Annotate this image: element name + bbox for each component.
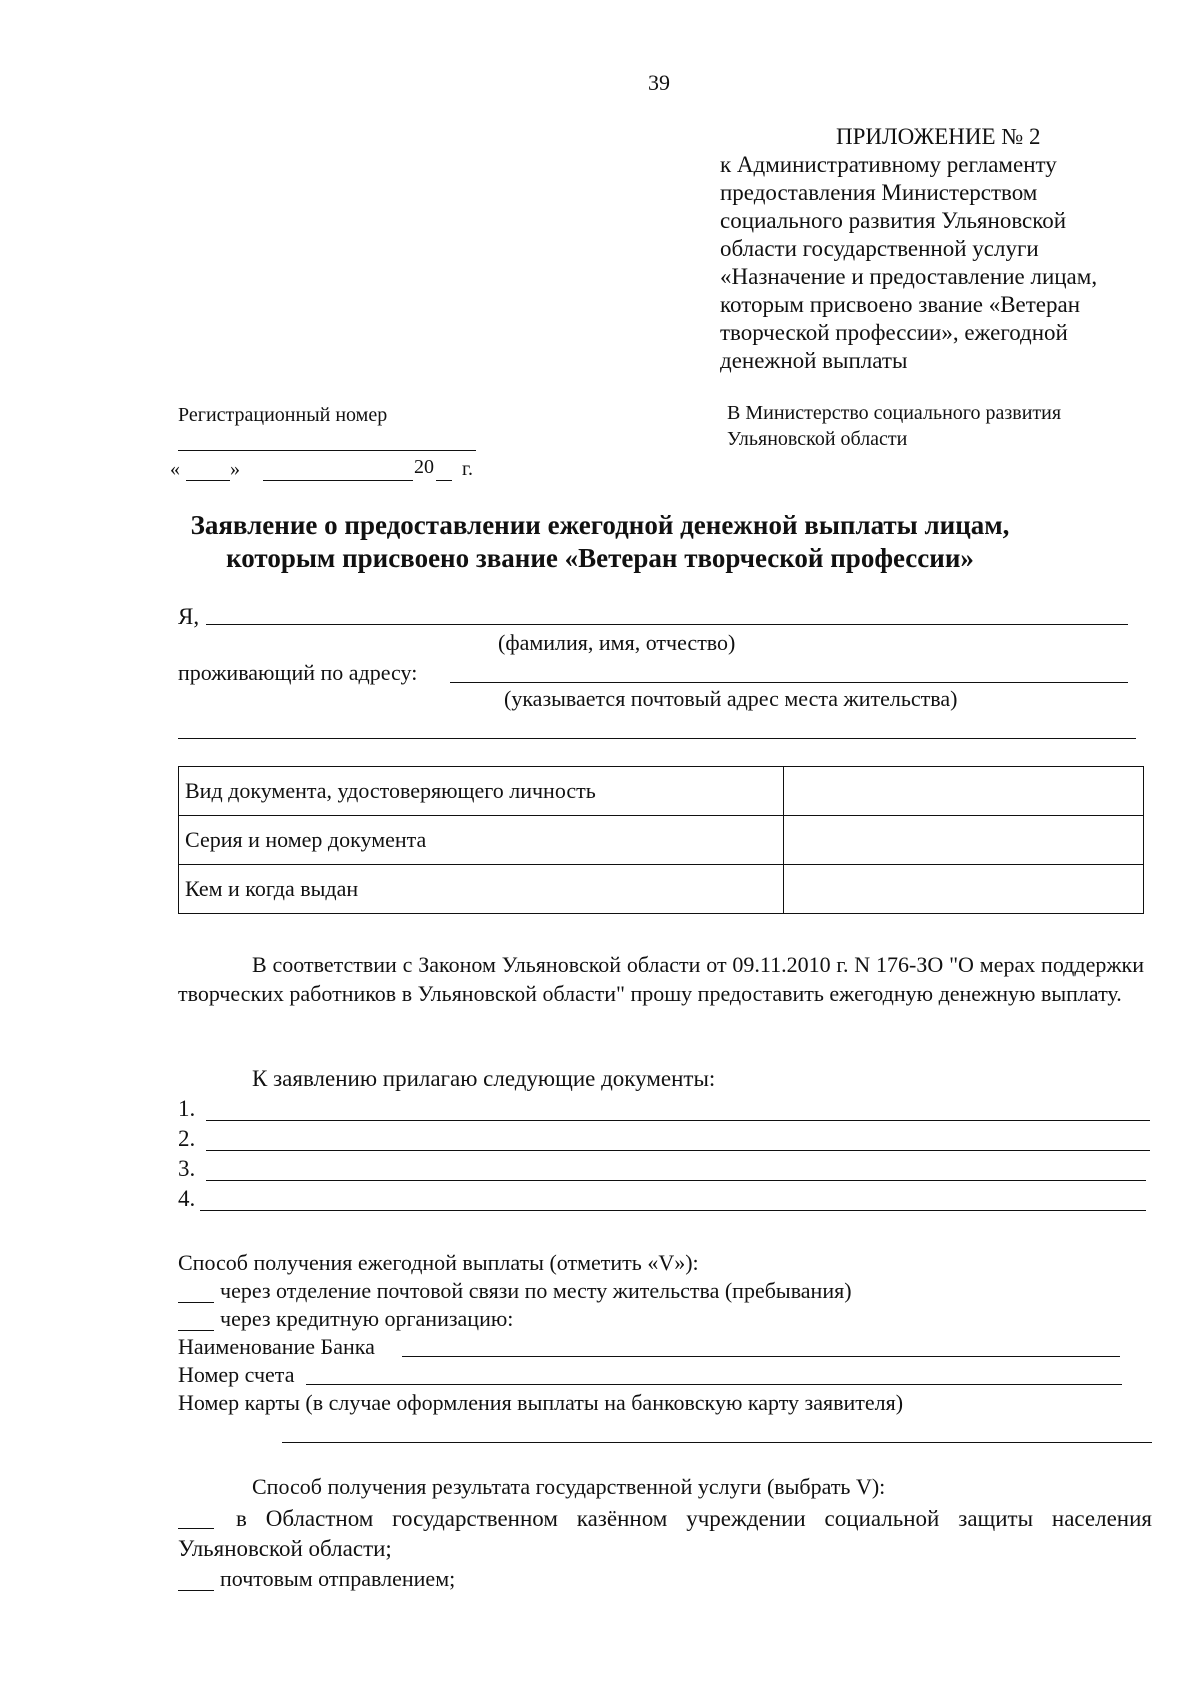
payment-bank-checkbox[interactable]: [178, 1330, 214, 1331]
registration-number-line[interactable]: [178, 450, 476, 451]
page-number: 39: [648, 70, 670, 95]
appendix-line: творческой профессии», ежегодной: [720, 320, 1068, 345]
table-cell-value[interactable]: [784, 865, 1144, 914]
result-mail-checkbox[interactable]: [178, 1590, 214, 1591]
addressee-line1: В Министерство социального развития: [727, 402, 1062, 424]
payment-option-bank: через кредитную организацию:: [220, 1306, 514, 1331]
appendix-line: к Административному регламенту: [720, 152, 1057, 177]
applicant-name-hint: (фамилия, имя, отчество): [498, 630, 736, 655]
attachment-line[interactable]: [206, 1180, 1146, 1181]
registration-year-prefix: 20: [414, 456, 434, 478]
attachments-heading: К заявлению прилагаю следующие документы:: [252, 1066, 716, 1091]
id-document-table: [178, 766, 1144, 914]
table-row: [179, 767, 1144, 816]
registration-year-line[interactable]: [436, 480, 452, 481]
card-number-line[interactable]: [282, 1442, 1152, 1443]
registration-date-open-quote: «: [170, 458, 180, 480]
request-paragraph: В соответствии с Законом Ульяновской области от 09.11.2010 г. N 176-ЗО "О мерах поддержки творческих работников в Ульяновской области" прошу предоставить ежегодную денежную выплату.: [178, 952, 1144, 1006]
table-cell-label: Серия и номер документа: [179, 816, 784, 865]
appendix-line: социального развития Ульяновской: [720, 208, 1067, 233]
bank-name-label: Наименование Банка: [178, 1334, 375, 1359]
attachment-number: 4.: [178, 1186, 196, 1211]
account-number-label: Номер счета: [178, 1362, 295, 1387]
table-cell-value[interactable]: [784, 767, 1144, 816]
applicant-address-hint: (указывается почтовый адрес места жительства): [504, 686, 958, 711]
applicant-name-line[interactable]: [206, 624, 1128, 625]
applicant-address-label: проживающий по адресу:: [178, 660, 418, 685]
document-title-line2: которым присвоено звание «Ветеран творческой профессии»: [226, 543, 974, 573]
registration-date-close-quote: »: [230, 458, 240, 480]
result-option-mail: почтовым отправлением;: [220, 1566, 456, 1591]
table-row: [179, 816, 1144, 865]
result-option-office: в Областном государственном казённом учреждении социальной защиты населения Ульяновской области;: [178, 1506, 1152, 1561]
card-number-label: Номер карты (в случае оформления выплаты на банковскую карту заявителя): [178, 1390, 904, 1415]
registration-label: Регистрационный номер: [178, 404, 388, 426]
addressee-line2: Ульяновской области: [727, 428, 908, 450]
payment-option-post: через отделение почтовой связи по месту жительства (пребывания): [220, 1278, 852, 1303]
payment-post-checkbox[interactable]: [178, 1302, 214, 1303]
table-row: [179, 865, 1144, 914]
applicant-address-line-2[interactable]: [178, 738, 1136, 739]
table-cell-label: Вид документа, удостоверяющего личность: [179, 767, 784, 816]
attachment-line[interactable]: [200, 1210, 1146, 1211]
applicant-i-label: Я,: [178, 604, 200, 629]
attachment-number: 2.: [178, 1126, 196, 1151]
registration-day-line[interactable]: [186, 480, 230, 481]
attachment-number: 1.: [178, 1096, 196, 1121]
appendix-line: «Назначение и предоставление лицам,: [720, 264, 1098, 289]
document-title-line1: Заявление о предоставлении ежегодной денежной выплаты лицам,: [190, 510, 1010, 540]
appendix-line: денежной выплаты: [720, 348, 908, 373]
appendix-line: предоставления Министерством: [720, 180, 1038, 205]
attachment-line[interactable]: [206, 1150, 1150, 1151]
registration-year-suffix: г.: [462, 458, 473, 480]
appendix-heading: ПРИЛОЖЕНИЕ № 2: [836, 124, 1041, 149]
applicant-address-line[interactable]: [450, 682, 1128, 683]
result-heading: Способ получения результата государственной услуги (выбрать V):: [252, 1474, 886, 1499]
table-cell-label: Кем и когда выдан: [179, 865, 784, 914]
registration-month-line[interactable]: [263, 480, 413, 481]
account-number-line[interactable]: [306, 1384, 1122, 1385]
payment-heading: Способ получения ежегодной выплаты (отметить «V»):: [178, 1250, 699, 1275]
attachment-number: 3.: [178, 1156, 196, 1181]
appendix-line: области государственной услуги: [720, 236, 1039, 261]
appendix-line: которым присвоено звание «Ветеран: [720, 292, 1081, 317]
table-cell-value[interactable]: [784, 816, 1144, 865]
bank-name-line[interactable]: [402, 1356, 1120, 1357]
attachment-line[interactable]: [206, 1120, 1150, 1121]
